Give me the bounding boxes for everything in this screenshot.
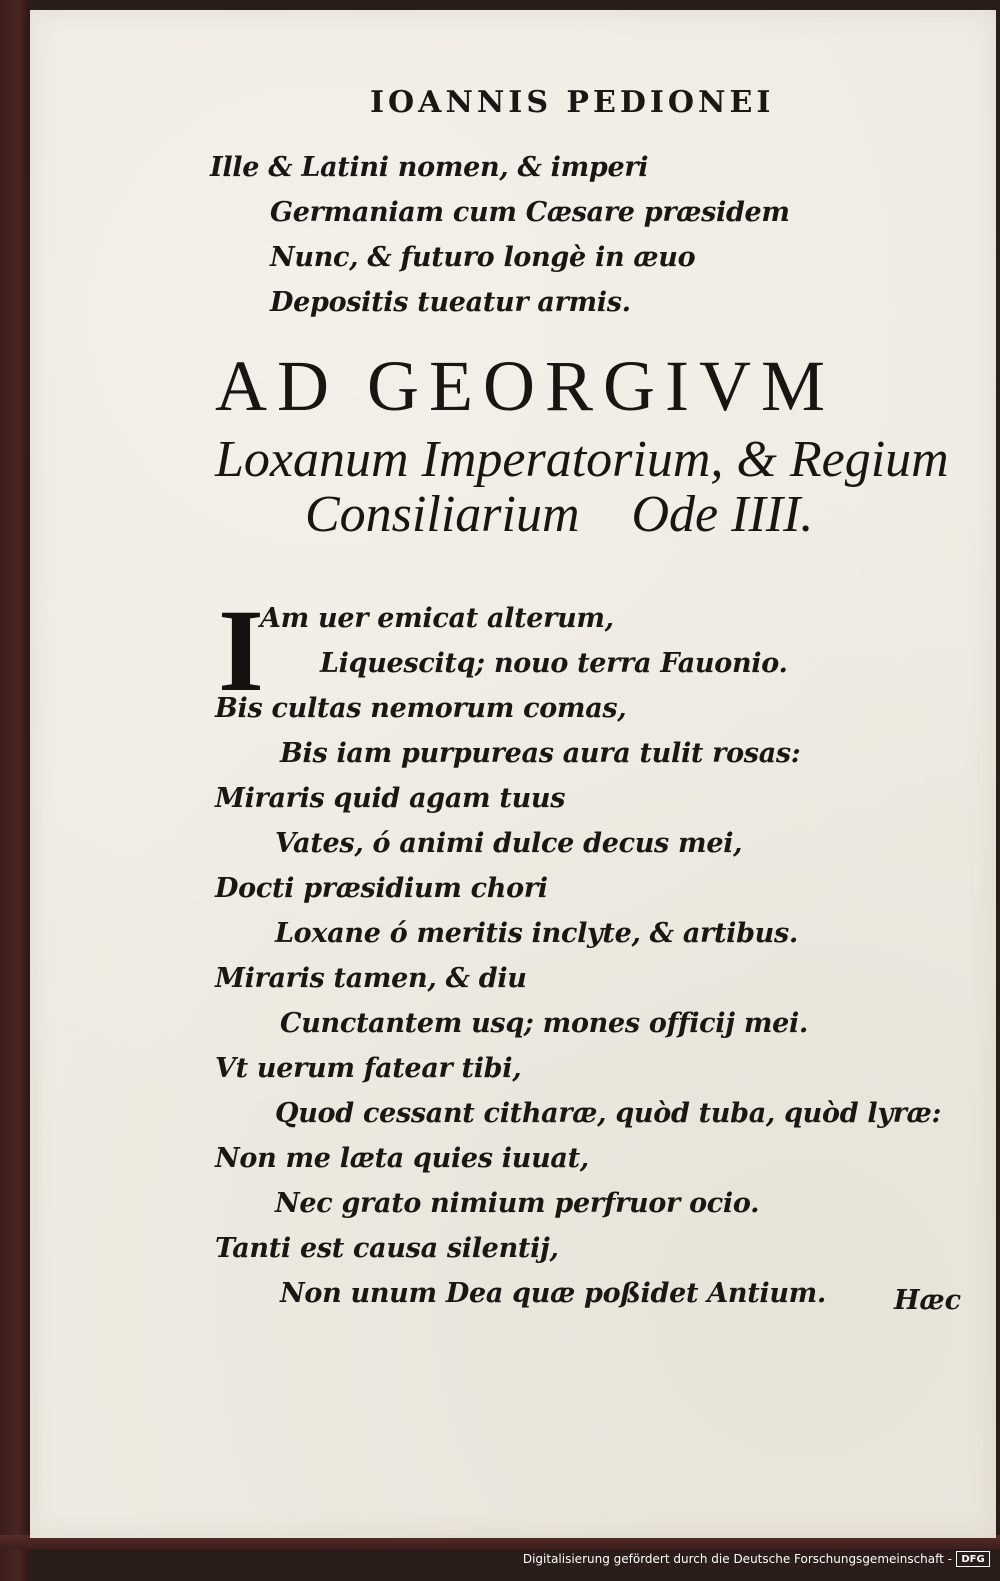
ode-line: Quod cessant citharæ, quòd tuba, quòd lyræ: — [275, 1098, 942, 1129]
ode-title-line-3: Consiliarium Ode IIII. — [305, 486, 814, 543]
ode-line: Non me læta quies iuuat, — [215, 1143, 589, 1174]
ode-line: Vt uerum fatear tibi, — [215, 1053, 522, 1084]
ode-line: Loxane ó meritis inclyte, & artibus. — [275, 918, 799, 949]
ode-line: Am uer emicat alterum, — [260, 603, 614, 634]
ode-line: Liquescitq; nouo terra Fauonio. — [320, 648, 788, 679]
ode-line: Miraris tamen, & diu — [215, 963, 527, 994]
preceding-stanza-line: Depositis tueatur armis. — [270, 287, 631, 318]
preceding-stanza-line: Germaniam cum Cæsare præsidem — [270, 197, 790, 228]
book-binding-edge — [0, 0, 30, 1581]
catchword: Hæc — [894, 1285, 962, 1316]
drop-cap: I — [218, 585, 264, 716]
preceding-stanza-line: Nunc, & futuro longè in æuo — [270, 242, 696, 273]
ode-line: Docti præsidium chori — [215, 873, 548, 904]
ode-title-line-1: AD GEORGIVM — [215, 346, 835, 426]
ode-title-line-2: Loxanum Imperatorium, & Regium — [215, 431, 949, 488]
running-head: IOANNIS PEDIONEI — [370, 85, 775, 120]
dfg-logo: DFG — [956, 1551, 990, 1567]
ode-line: Bis cultas nemorum comas, — [215, 693, 627, 724]
ode-line: Vates, ó animi dulce decus mei, — [275, 828, 743, 859]
ode-line: Miraris quid agam tuus — [215, 783, 566, 814]
ode-line: Non unum Dea quæ poßidet Antium. — [280, 1278, 827, 1309]
ode-line: Tanti est causa silentij, — [215, 1233, 559, 1264]
preceding-stanza-line: Ille & Latini nomen, & imperi — [210, 152, 649, 183]
ode-line: Bis iam purpureas aura tulit rosas: — [280, 738, 801, 769]
ode-line: Nec grato nimium perfruor ocio. — [275, 1188, 760, 1219]
ode-line: Cunctantem usq; mones officij mei. — [280, 1008, 809, 1039]
digitization-credit: Digitalisierung gefördert durch die Deutsche Forschungsgemeinschaft - — [522, 1552, 952, 1566]
book-page — [30, 10, 996, 1538]
